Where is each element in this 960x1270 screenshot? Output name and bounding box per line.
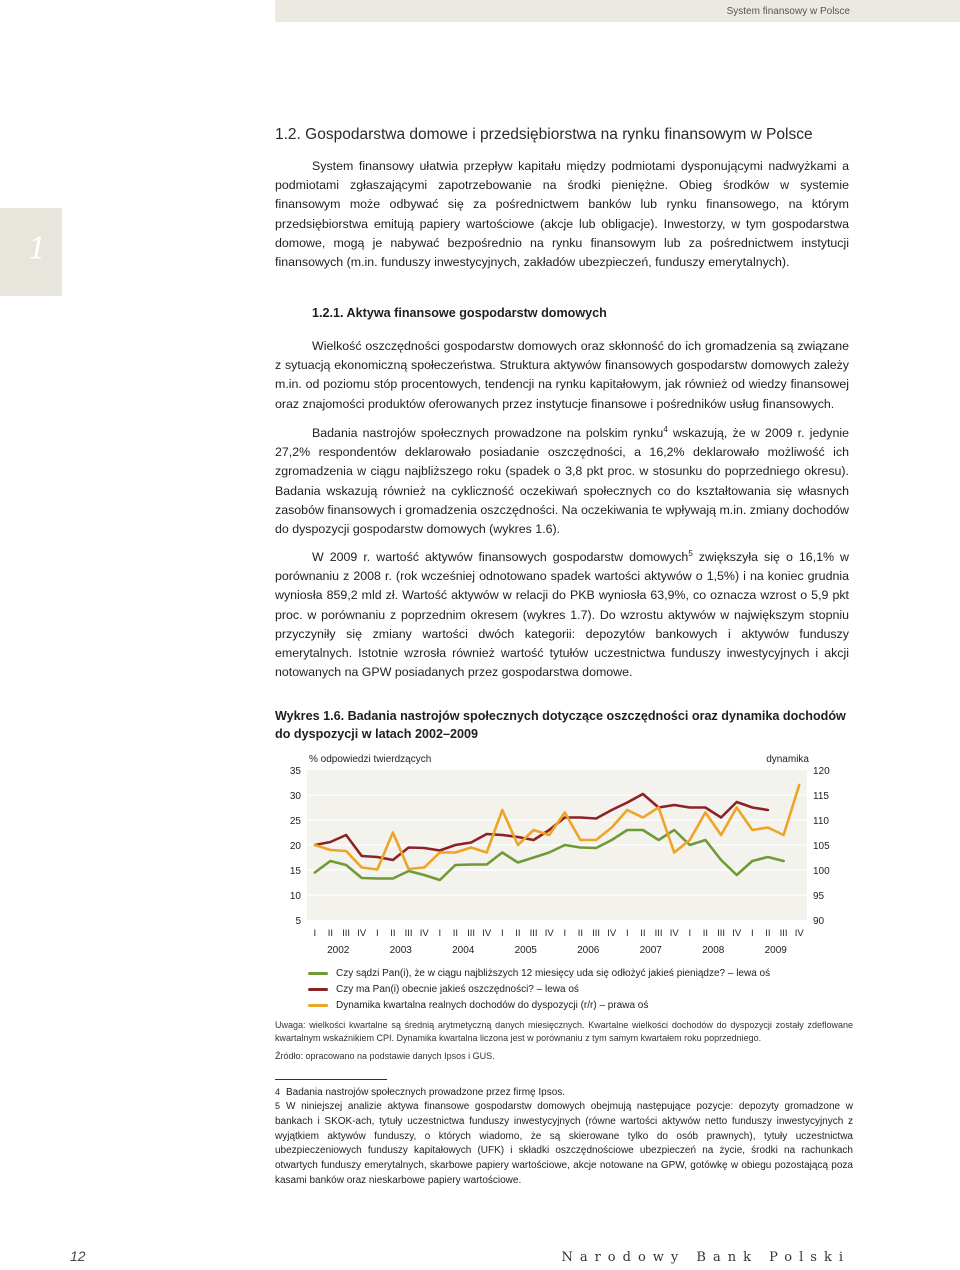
legend-label-2: Dynamika kwartalna realnych dochodów do dyspozycji (r/r) – prawa oś [336, 1000, 649, 1011]
quarter-tick-label: III [779, 928, 788, 939]
y-right-tick-label: 105 [813, 841, 830, 852]
page-number: 12 [70, 1248, 86, 1264]
quarter-tick-label: III [717, 928, 726, 939]
y-right-tick-label: 110 [813, 816, 829, 827]
quarter-tick-label: III [404, 928, 413, 939]
subsection-paragraph-2-text-a: Badania nastrojów społecznych prowadzone na polskim rynku [312, 426, 664, 440]
y-left-tick-label: 20 [289, 841, 301, 852]
quarter-tick-label: III [467, 928, 476, 939]
subsection-title: 1.2.1. Aktywa finansowe gospodarstw domowych [312, 306, 607, 320]
footnote-4-text: Badania nastrojów społecznych prowadzone przez firmę Ipsos. [286, 1087, 566, 1098]
section-paragraph-text: System finansowy ułatwia przepływ kapitału między podmiotami dysponującymi nadwyżkami a podmiotami zgłaszającymi zapotrzebowanie na środki pieniężne. Obieg środków w systemie finansowym może odbywać się za pośrednictwem banków lub rynku finansowego, na którym przedsiębiorstwa emitują papiery wartościowe (akcje lub obligacje). Inwestorzy, w tym gospodarstwa domowe, mogą je nabywać bezpośrednio na rynku finansowym lub za pośrednictwem instytucji finansowych (m.in. funduszy inwestycyjnych, zakładów ubezpieczeń, funduszy emerytalnych). [275, 159, 849, 270]
quarter-tick-label: II [640, 928, 646, 939]
y-axis-right-label: dynamika [766, 754, 809, 765]
footnote-ref-5[interactable]: 5 [688, 548, 693, 558]
year-tick-label: 2007 [639, 945, 662, 956]
quarter-tick-label: IV [544, 928, 554, 939]
quarter-tick-label: II [390, 928, 396, 939]
y-left-tick-label: 10 [289, 891, 301, 902]
quarter-tick-label: II [327, 928, 334, 939]
y-left-tick-label: 30 [289, 791, 301, 802]
quarter-tick-label: IV [794, 928, 804, 939]
quarter-tick-label: I [625, 928, 629, 939]
subsection-paragraph-1 [275, 337, 849, 414]
quarter-tick-label: III [529, 928, 538, 939]
running-header-bar [275, 0, 960, 22]
quarter-tick-label: I [438, 928, 442, 939]
footnote-4-mark: 4 [275, 1087, 281, 1097]
section-title: 1.2. Gospodarstwa domowe i przedsiębiorstwa na rynku finansowym w Polsce [275, 126, 813, 143]
year-tick-label: 2008 [702, 945, 725, 956]
subsection-paragraph-2-text-b: wskazują, że w 2009 r. jedynie 27,2% respondentów deklarowało posiadanie oszczędności, a 16,2% deklarowało możliwość ich zgromadzenia w ciągu najbliższego roku (spadek o 3,8 pkt proc. w stosunku do poprzedniego okresu). Badania wskazują również na cykliczność oczekiwań społecznych co do kształtowania się własnych zasobów finansowych i gromadzenia oszczędności. Na oczekiwania te wpływają m.in. zmiany dochodów do dyspozycji gospodarstw domowych (wykres 1.6). [275, 426, 850, 537]
quarter-tick-label: II [515, 928, 521, 939]
section-paragraph [275, 157, 849, 272]
quarter-tick-label: II [577, 928, 584, 939]
quarter-tick-label: I [688, 928, 692, 939]
y-right-tick-label: 90 [813, 916, 825, 927]
subsection-paragraph-3-text-b: zwiększyła się o 16,1% w porównaniu z 2008 r. (rok wcześniej odnotowano spadek wartości aktywów o 1,5%) i na koniec grudnia wyniosła 859,2 mld zł. Wartość aktywów w relacji do PKB wyniosła 63,9%, co oznacza wzrost o 5,9 pkt proc. w porównaniu z poprzednim okresem (wykres 1.7). Do wzrostu aktywów w największym stopniu przyczyniły się zmiany wartości dwóch kategorii: depozytów bankowych i aktywów funduszy emerytalnych. Istotnie wzrosła również wartość tytułów uczestnictwa funduszy inwestycyjnych i akcji notowanych na GPW posiadanych przez gospodarstwa domowe. [275, 550, 849, 680]
y-left-tick-label: 35 [289, 766, 301, 777]
quarter-tick-label: IV [669, 928, 679, 939]
quarter-tick-label: II [765, 928, 771, 939]
quarter-tick-label: IV [419, 928, 429, 939]
subsection-paragraph-3 [275, 548, 849, 682]
footnote-5 [275, 1099, 853, 1189]
quarter-tick-label: IV [607, 928, 617, 939]
figure-note: Uwaga: wielkości kwartalne są średnią arytmetyczną danych miesięcznych. Kwartalne wielkości dochodów do dyspozycji zostały zdeflowane kwartalnym wskaźnikiem CPI. Dynamika kwartalna liczona jest w porównaniu z tym samym kwartałem roku poprzedniego. [275, 1020, 853, 1043]
subsection-paragraph-1-text: Wielkość oszczędności gospodarstw domowych oraz skłonność do ich gromadzenia są związane z sytuacją ekonomiczną społeczeństwa. Struktura aktywów finansowych gospodarstw domowych zależy m.in. od poziomu stóp procentowych, tendencji na rynku kapitałowym, jak również od wiedzy finansowej oraz znajomości produktów oferowanych przez instytucje finansowe i pośredników usług finansowych. [275, 339, 849, 411]
year-tick-label: 2003 [389, 945, 412, 956]
footer-brand: Narodowy Bank Polski [561, 1250, 850, 1265]
legend-label-1: Czy ma Pan(i) obecnie jakieś oszczędności? – lewa oś [336, 984, 579, 995]
quarter-tick-label: IV [482, 928, 492, 939]
y-left-tick-label: 25 [289, 816, 301, 827]
figure-source: Źródło: opracowano na podstawie danych Ipsos i GUS. [275, 1051, 495, 1061]
quarter-tick-label: III [654, 928, 663, 939]
chapter-number: 1 [28, 232, 48, 267]
chart [275, 748, 835, 963]
year-tick-label: 2006 [577, 945, 600, 956]
legend-label-0: Czy sądzi Pan(i), że w ciągu najbliższych 12 miesięcy uda się odłożyć jakieś pieniądze? – lewa oś [336, 968, 771, 979]
year-tick-label: 2005 [514, 945, 537, 956]
legend-swatch-1 [308, 988, 328, 991]
quarter-tick-label: I [750, 928, 754, 939]
quarter-tick-label: II [452, 928, 459, 939]
year-tick-label: 2004 [452, 945, 475, 956]
quarter-tick-label: III [342, 928, 351, 939]
y-axis-left-label: % odpowiedzi twierdzących [309, 754, 432, 765]
footnote-rule [275, 1079, 387, 1080]
legend-swatch-0 [308, 972, 328, 975]
running-title: System finansowy w Polsce [726, 6, 850, 17]
quarter-tick-label: II [702, 928, 709, 939]
quarter-tick-label: IV [357, 928, 367, 939]
footnote-5-text: W niniejszej analizie aktywa finansowe gospodarstw domowych obejmują następujące pozycje: depozyty gromadzone w bankach i SKOK-ach, tytuły uczestnictwa funduszy inwestycyjnych (równe wartości aktywów netto funduszy inwestycyjnych z wyjątkiem aktywów funduszy, o których wiadomo, że są skierowane tylko do osób prawnych), tytuły uczestnictwa ubezpieczeniowych funduszy kapitałowych (UFK) i składki oszczędnościowe ubezpieczeń na życie, środki na rachunkach otwartych funduszy emerytalnych, skarbowe papiery wartościowe, akcje notowane na GPW, gotówkę w obiegu pozostającą poza kasami banków oraz nieskarbowe papiery wartościowe. [275, 1101, 853, 1186]
quarter-tick-label: I [375, 928, 379, 939]
quarter-tick-label: I [313, 928, 317, 939]
quarter-tick-label: I [563, 928, 567, 939]
y-right-tick-label: 95 [813, 891, 825, 902]
quarter-tick-label: IV [732, 928, 742, 939]
figure-title: Wykres 1.6. Badania nastrojów społecznych dotyczące oszczędności oraz dynamika dochodów do dyspozycji w latach 2002–2009 [275, 709, 846, 741]
subsection-paragraph-3-text-a: W 2009 r. wartość aktywów finansowych gospodarstw domowych [312, 550, 689, 564]
year-tick-label: 2009 [764, 945, 787, 956]
year-tick-label: 2002 [327, 945, 350, 956]
footnote-5-mark: 5 [275, 1101, 281, 1111]
y-left-tick-label: 5 [295, 916, 301, 927]
quarter-tick-label: III [592, 928, 601, 939]
y-right-tick-label: 100 [813, 866, 830, 877]
y-left-tick-label: 15 [289, 866, 301, 877]
y-right-tick-label: 120 [813, 766, 830, 777]
subsection-paragraph-2 [275, 424, 849, 539]
legend-swatch-2 [308, 1004, 328, 1007]
footnote-ref-4[interactable]: 4 [663, 424, 668, 434]
y-right-tick-label: 115 [813, 791, 829, 802]
quarter-tick-label: I [500, 928, 504, 939]
